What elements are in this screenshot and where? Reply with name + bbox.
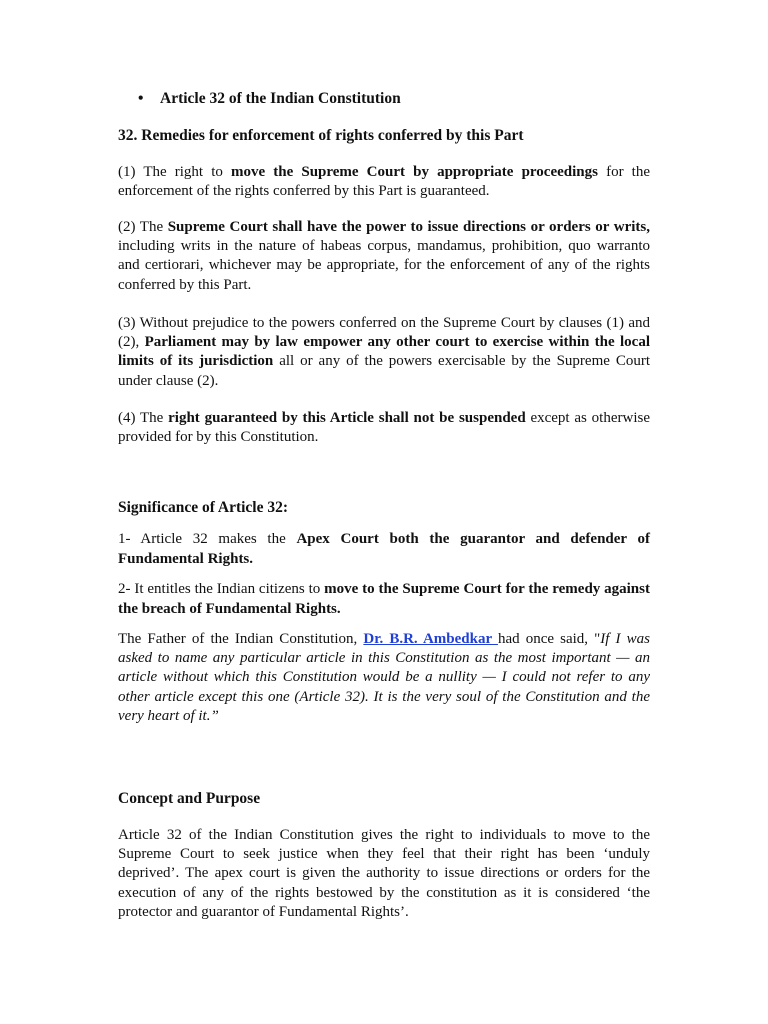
clause-2-prefix: (2) The bbox=[118, 219, 168, 235]
concept-body: Article 32 of the Indian Constitution gives the right to individuals to move to the Supreme Court to seek justice when they feel that their right has been ‘unduly deprived’. The apex court is given the authority to issue directions or orders for the execution of any of the rights bestowed by the constitution as it is considered ‘the protector and guarantor of Fundamental Rights’. bbox=[118, 827, 650, 920]
bullet-item bbox=[138, 89, 401, 108]
bullet-icon: • bbox=[138, 90, 144, 107]
clause-2-bold: Supreme Court shall have the power to issue directions or orders or writs, bbox=[167, 219, 650, 235]
ambedkar-link[interactable]: Dr. B.R. Ambedkar bbox=[363, 631, 498, 647]
quote-prefix: The Father of the Indian Constitution, bbox=[118, 631, 364, 647]
clause-4-bold: right guaranteed by this Article shall not be suspended bbox=[168, 410, 526, 426]
clause-3-suffix: all or any of the powers exercisable by the Supreme Court under clause (2). bbox=[118, 353, 651, 389]
clause-3-prefix: (3) Without prejudice to the powers conferred on the Supreme Court by clauses (1) and (2), bbox=[118, 315, 650, 351]
article-heading: 32. Remedies for enforcement of rights conferred by this Part bbox=[118, 127, 524, 144]
significance-point-1-bold: Apex Court both the guarantor and defender of Fundamental Rights. bbox=[118, 531, 650, 567]
bullet-text: Article 32 of the Indian Constitution bbox=[160, 90, 401, 107]
clause-1-bold: move the Supreme Court by appropriate proceedings bbox=[230, 164, 598, 180]
clause-1-suffix: for the enforcement of the rights conferred by this Part is guaranteed. bbox=[118, 164, 651, 200]
concept-heading: Concept and Purpose bbox=[118, 790, 261, 807]
significance-point-2-prefix: 2- It entitles the Indian citizens to bbox=[118, 581, 325, 597]
significance-point-1-prefix: 1- Article 32 makes the bbox=[118, 531, 297, 547]
significance-point-1 bbox=[118, 529, 650, 569]
clause-4-suffix: except as otherwise provided for by this Constitution. bbox=[118, 410, 650, 446]
significance-point-2 bbox=[118, 579, 650, 619]
clause-1 bbox=[118, 163, 650, 201]
clause-3 bbox=[118, 314, 650, 391]
significance-point-2-bold: move to the Supreme Court for the remedy against the breach of Fundamental Rights. bbox=[118, 581, 650, 617]
clause-2-suffix: including writs in the nature of habeas corpus, mandamus, prohibition, quo warranto and certiorari, whichever may be appropriate, for the enforcement of any of the rights conferred by this Part. bbox=[118, 238, 650, 293]
quote-italic-text: If I was asked to name any particular article in this Constitution as the most important — an article without which this Constitution would be a nullity — I could not refer to any other article except this one (Article 32). It is the very soul of the Constitution and the very heart of it.” bbox=[118, 631, 650, 724]
significance-heading: Significance of Article 32: bbox=[118, 499, 289, 516]
clause-1-prefix: (1) The right to bbox=[118, 164, 231, 180]
ambedkar-quote bbox=[118, 630, 650, 726]
clause-3-bold: Parliament may by law empower any other court to exercise within the local limits of its jurisdiction bbox=[118, 334, 650, 370]
clause-4 bbox=[118, 409, 650, 447]
clause-4-prefix: (4) The bbox=[118, 410, 169, 426]
clause-2 bbox=[118, 218, 650, 295]
quote-after-link: had once said, " bbox=[497, 631, 601, 647]
